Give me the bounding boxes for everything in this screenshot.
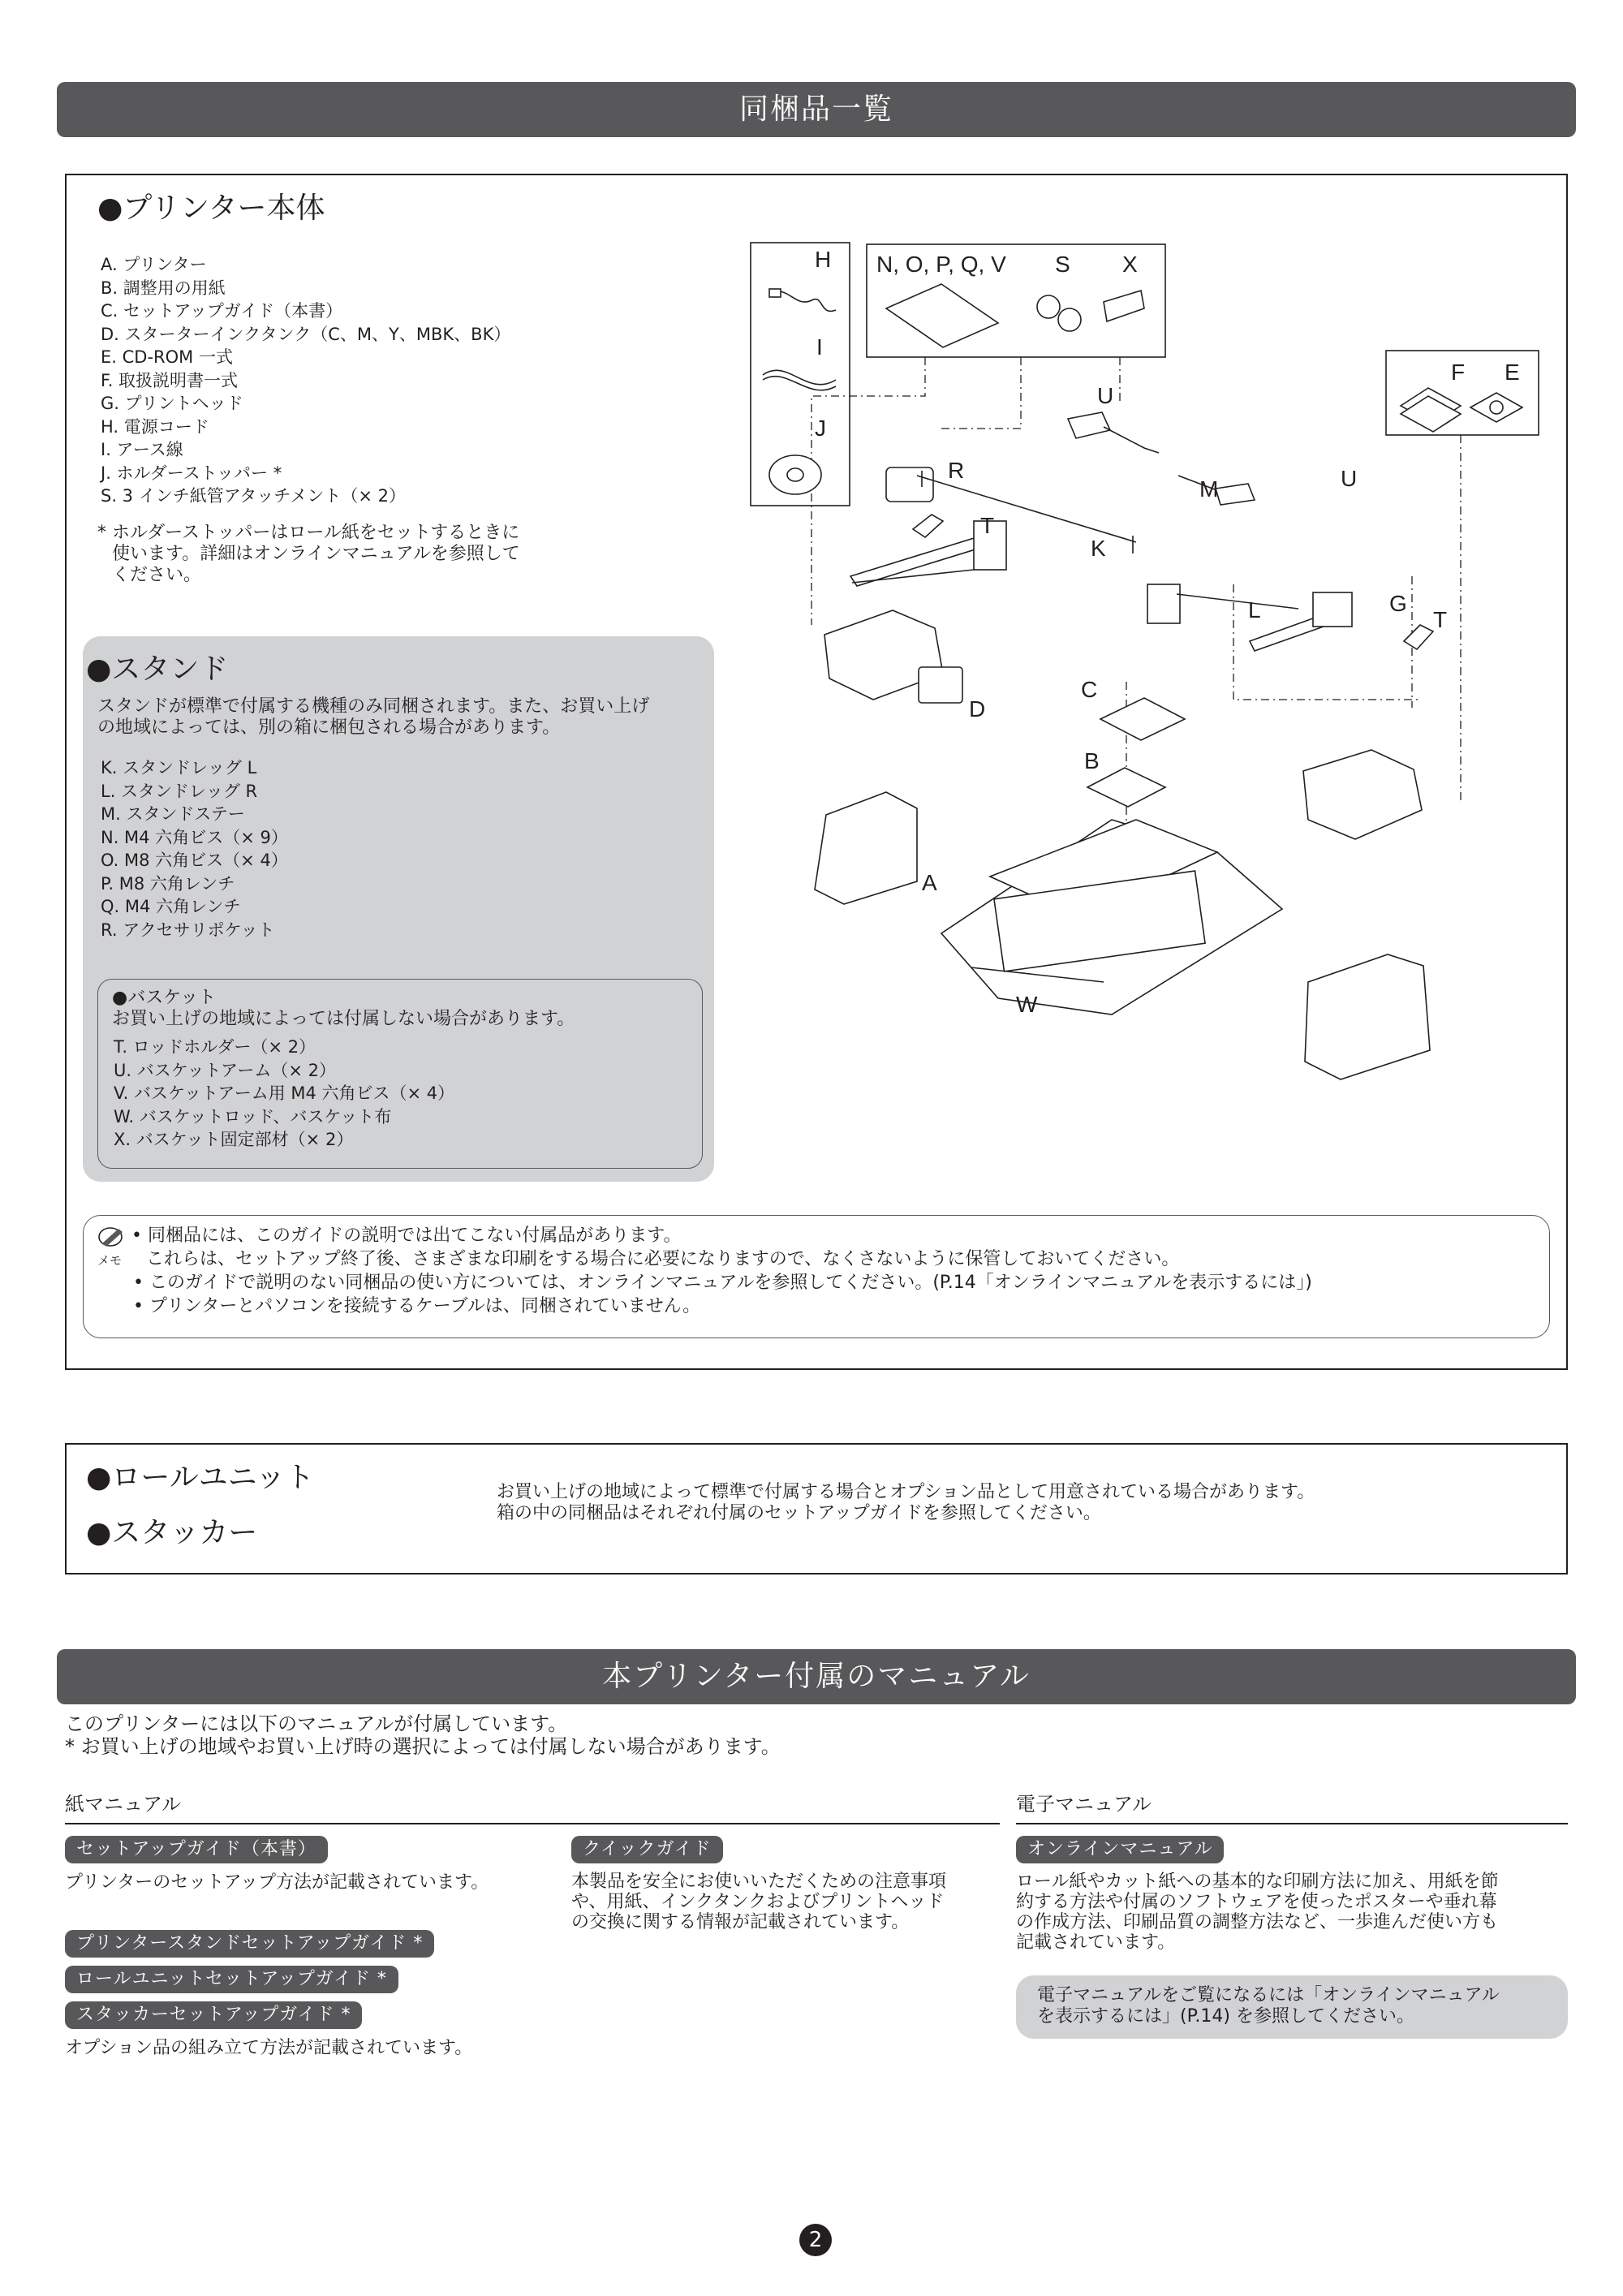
list-item: T. ロッドホルダー（× 2） (114, 1037, 316, 1057)
ground-wire-shape (763, 370, 836, 390)
stand-item-list (101, 756, 288, 941)
basket-item-list (114, 1036, 454, 1152)
paper-manuals-label: 紙マニュアル (65, 1793, 182, 1816)
list-item: D. スターターインクタンク（C、M、Y、MBK、BK） (101, 324, 511, 344)
list-item: M. スタンドステー (101, 804, 245, 824)
options-description: お買い上げの地域によって標準で付属する場合とオプション品として用意されている場合があります。 箱の中の同梱品はそれぞれ付属のセットアップガイドを参照してください。 (497, 1482, 1315, 1523)
list-item: W. バスケットロッド、バスケット布 (114, 1106, 392, 1126)
package-contents-diagram (730, 235, 1558, 1088)
rod-holder-shape (913, 515, 943, 537)
stand-setup-guide-tag: プリンタースタンドセットアップガイド * (65, 1930, 434, 1958)
label-b: B (1084, 748, 1100, 773)
section-title-contents: 同梱品一覧 (57, 82, 1576, 137)
list-item: B. 調整用の用紙 (101, 278, 226, 298)
screw-bag-shape (886, 284, 998, 347)
roll-unit-heading: ●ロールユニット (86, 1461, 315, 1494)
stand-leg-r-shape (1147, 584, 1180, 623)
label-a: A (922, 870, 937, 895)
basket-arm-shape (1068, 412, 1110, 438)
stand-leg-l-shape (850, 536, 988, 586)
label-nopqv: N, O, P, Q, V (876, 252, 1006, 277)
basket-arm-shape (1216, 484, 1255, 505)
setup-guide-description: プリンターのセットアップ方法が記載されています。 (65, 1872, 489, 1893)
list-item: P. M8 六角レンチ (101, 873, 235, 894)
label-m: M (1199, 476, 1219, 502)
setup-guide-shape (1100, 698, 1185, 740)
list-item: S. 3 インチ紙管アタッチメント（× 2） (101, 486, 407, 506)
stacker-heading: ●スタッカー (86, 1516, 258, 1549)
memo-icon-label: メモ (97, 1253, 123, 1268)
list-item: I. アース線 (101, 440, 183, 459)
label-u: U (1097, 383, 1114, 408)
quick-guide-description: 本製品を安全にお使いいただくための注意事項 や、用紙、インクタンクおよびプリントヘッド の交換に関する情報が記載されています。 (571, 1872, 947, 1932)
roll-unit-setup-guide-tag: ロールユニットセットアップガイド * (65, 1966, 398, 1993)
label-r: R (948, 458, 965, 483)
manuals-intro: このプリンターには以下のマニュアルが付属しています。 * お買い上げの地域やお買い上げ時の選択によっては付属しない場合があります。 (65, 1712, 781, 1758)
list-item: L. スタンドレッグ R (101, 781, 258, 801)
list-item: U. バスケットアーム（× 2） (114, 1060, 337, 1080)
memo-pencil-icon (97, 1224, 127, 1248)
page-number-badge (799, 2224, 832, 2256)
paper-tube-attachment-shape (1037, 295, 1060, 318)
list-item: C. セットアップガイド（本書） (101, 301, 343, 321)
basket-heading: ●バスケット (112, 988, 217, 1008)
page-number: 2 (808, 2228, 823, 2252)
printer-heading: ●プリンター本体 (97, 192, 325, 225)
label-l: L (1248, 597, 1261, 622)
label-s: S (1055, 252, 1070, 277)
printer-item-list (101, 253, 510, 508)
online-manual-tag: オンラインマニュアル (1016, 1836, 1224, 1863)
rod-holder-shape (1404, 625, 1433, 649)
list-item: V. バスケットアーム用 M4 六角ビス（× 4） (114, 1083, 455, 1103)
option-setup-description: オプション品の組み立て方法が記載されています。 (65, 2038, 473, 2058)
label-k: K (1091, 536, 1106, 561)
list-item: F. 取扱説明書一式 (101, 370, 239, 390)
stand-stay-shape (917, 476, 1136, 542)
packing-box-side-shape (815, 792, 917, 904)
online-manual-note: 電子マニュアルをご覧になるには「オンラインマニュアル を表示するには」(P.14) を参照してください。 (1037, 1985, 1500, 2027)
list-item: K. スタンドレッグ L (101, 758, 257, 778)
label-t: T (1433, 607, 1448, 632)
section-title-manuals: 本プリンター付属のマニュアル (57, 1649, 1576, 1704)
label-i: I (816, 334, 823, 360)
list-item: R. アクセサリポケット (101, 920, 275, 940)
basket-fixture-shape (1104, 291, 1144, 321)
e-manuals-rule (1016, 1823, 1568, 1824)
label-g: G (1389, 591, 1407, 616)
paper-manuals-rule (65, 1823, 1000, 1824)
label-u: U (1341, 466, 1358, 491)
basket-description: お買い上げの地域によっては付属しない場合があります。 (112, 1009, 575, 1029)
label-f: F (1451, 360, 1466, 385)
ink-tanks-shape (919, 667, 962, 703)
adjustment-paper-shape (1087, 768, 1165, 807)
list-item: A. プリンター (101, 255, 207, 274)
list-item: E. CD-ROM 一式 (101, 347, 233, 367)
list-item: H. 電源コード (101, 416, 209, 437)
label-c: C (1081, 677, 1098, 702)
list-item: X. バスケット固定部材（× 2） (114, 1130, 354, 1149)
label-d: D (969, 696, 986, 722)
list-item: O. M8 六角ビス（× 4） (101, 851, 288, 870)
label-j: J (815, 416, 826, 441)
label-t: T (980, 513, 995, 538)
label-h: H (815, 247, 832, 272)
stacker-setup-guide-tag: スタッカーセットアップガイド * (65, 2001, 362, 2029)
stand-heading: ●スタンド (86, 653, 229, 686)
setup-guide-tag: セットアップガイド（本書） (65, 1836, 328, 1863)
packing-box-side-shape (1305, 954, 1430, 1079)
label-x: X (1122, 252, 1138, 277)
list-item: J. ホルダーストッパー * (101, 463, 282, 483)
label-e: E (1505, 360, 1520, 385)
list-item: G. プリントヘッド (101, 394, 243, 413)
accessory-pocket-shape (886, 467, 933, 502)
packing-foam-shape (1303, 750, 1422, 839)
list-item: N. M4 六角ビス（× 9） (101, 827, 288, 847)
e-manuals-label: 電子マニュアル (1016, 1793, 1152, 1816)
print-head-shape (1313, 592, 1352, 627)
list-item: Q. M4 六角レンチ (101, 897, 241, 916)
label-w: W (1016, 992, 1038, 1017)
online-manual-description: ロール紙やカット紙への基本的な印刷方法に加え、用紙を節 約する方法や付属のソフトウェアを使ったポスターや垂れ幕 の作成方法、印刷品質の調整方法など、一歩進んだ使い方も 記載されています。 (1016, 1872, 1499, 1953)
memo-text: • 同梱品には、このガイドの説明では出てこない付属品があります。 これらは、セットアップ終了後、さまざまな印刷をする場合に必要になりますので、なくさないように保管しておいてください。 • このガイドで説明のない同梱品の使い方については、オンラインマニュアルを参照してください。(P.14「オンラインマニュアルを表示するには」) • プリンターとパソコンを接続するケーブルは、同梱されていません。 (131, 1226, 1312, 1316)
quick-guide-tag: クイックガイド (571, 1836, 723, 1863)
printer-footnote: * ホルダーストッパーはロール紙をセットするときに 使います。詳細はオンラインマニュアルを参照して ください。 (97, 523, 520, 585)
stand-description: スタンドが標準で付属する機種のみ同梱されます。また、お買い上げ の地域によっては、別の箱に梱包される場合があります。 (97, 696, 650, 738)
